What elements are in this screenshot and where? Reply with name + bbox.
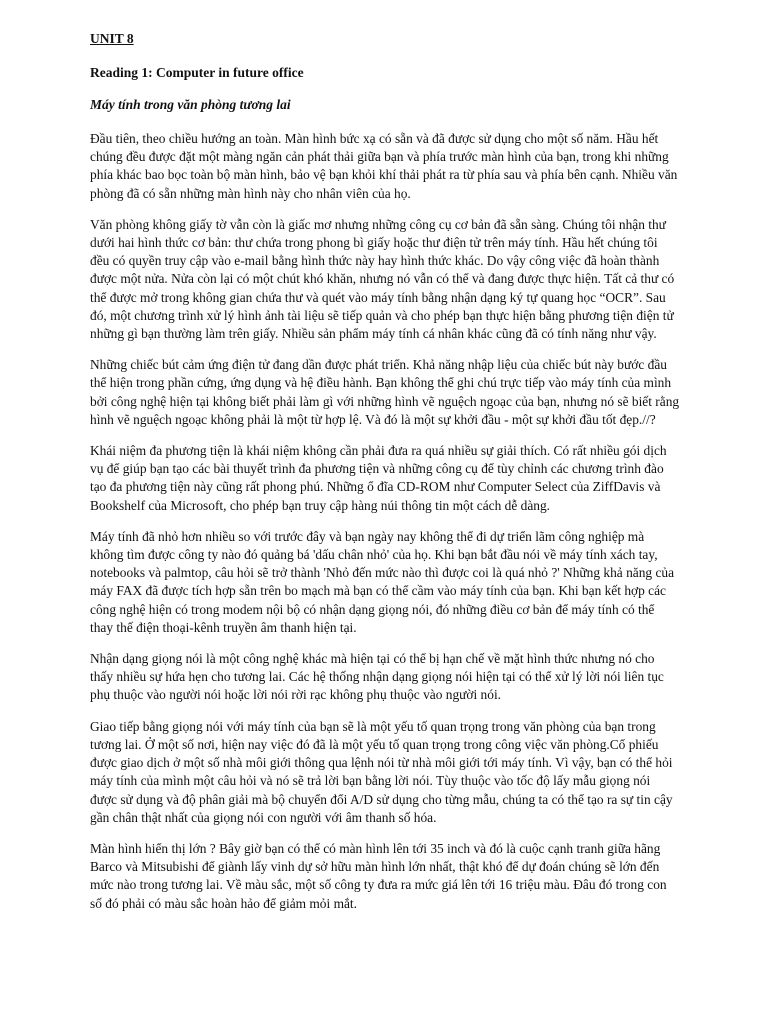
paragraph-speech-recognition: Nhận dạng giọng nói là một công nghệ khác mà hiện tại có thể bị hạn chế về mặt hình thức nhưng nó cho thấy nhiều sự hứa hẹn cho tương lai. Các hệ thống nhận dạng giọng nói hiện tại có thể xử lý lời nói liên tục phụ thuộc vào người nói hoặc lời nói rời rạc không phụ thuộc vào người nói. xyxy=(90,651,664,703)
paragraph-pen-input: Những chiếc bút cảm ứng điện tử đang dần được phát triển. Khả năng nhập liệu của chiếc bút này bước đầu thể hiện trong phần cứng, ứng dụng và hệ điều hành. Bạn không thể ghi chú trực tiếp vào máy tính của mình bởi công nghệ hiện tại không biết phải làm gì với những hình vẽ nguệch ngoạc của bạn, nhưng nó sẽ biết rằng hình vẽ nguệch ngoạc không phải là một từ hợp lệ. Và đó là một sự khởi đầu - một sự khởi đầu tốt đẹp.//? xyxy=(90,357,680,427)
paragraph-safety: Đầu tiên, theo chiều hướng an toàn. Màn hình bức xạ có sẵn và đã được sử dụng cho một số năm. Hầu hết chúng đều được đặt một màng ngăn cản phát thải giữa bạn và phía trước màn hình của bạn, trong khi những phía khác bao bọc toàn bộ màn hình, bảo vệ bạn khỏi khí thải phát ra từ phía sau và phía bên cạnh. Nhiều văn phòng đã có sẵn những màn hình này cho nhân viên của họ. xyxy=(90,131,678,201)
vietnamese-title: Máy tính trong văn phòng tương lai xyxy=(90,97,291,112)
paragraph-voice-communication: Giao tiếp bằng giọng nói với máy tính của bạn sẽ là một yếu tố quan trọng trong văn phòng của bạn trong tương lai. Ở một số nơi, hiện nay việc đó đã là một yếu tố quan trọng trong công việc văn phòng.Cổ phiếu được giao dịch ở một số nhà môi giới thông qua lệnh nói từ nhà môi giới tới máy tính. Vì vậy, bạn có thể hỏi máy tính của mình một câu hỏi và nó sẽ trả lời bạn bằng lời nói. Tùy thuộc vào tốc độ lấy mẫu giọng nói được sử dụng và độ phân giải mà bộ chuyển đổi A/D sử dụng cho từng mẫu, chúng ta có thể tạo ra sự tin cậy gần chân thật nhất của giọng nói con người với âm thanh số hóa. xyxy=(90,718,673,825)
paragraph-multimedia: Khái niệm đa phương tiện là khái niệm không cần phải đưa ra quá nhiều sự giải thích. Có rất nhiều gói dịch vụ để giúp bạn tạo các bài thuyết trình đa phương tiện và những công cụ để tùy chỉnh các chương trình đào tạo đa phương tiện này cũng rất phong phú. Những ổ đĩa CD-ROM như Computer Select của ZiffDavis và Bookshelf của Microsoft, cho phép bạn truy cập hàng núi thông tin một cách dễ dàng. xyxy=(90,443,667,513)
unit-heading: UNIT 8 xyxy=(90,31,134,46)
paragraph-small-computers: Máy tính đã nhỏ hơn nhiều so với trước đây và bạn ngày nay không thể đi dự triển lãm công nghiệp mà không tìm được công ty nào đó quảng bá 'dấu chân nhỏ' của họ. Khi bạn bắt đầu nói về máy tính xách tay, notebooks và palmtop, câu hỏi sẽ trở thành 'Nhỏ đến mức nào thì được coi là quá nhỏ ?' Những khả năng của máy FAX đã được tích hợp sẵn trên bo mạch mà bạn có thể cầm vào máy tính của bạn. Khi bạn kết hợp các công nghệ hiện có trong modem nội bộ có nhận dạng giọng nói, đó những điều cơ bản để máy tính có thể thay thế điện thoại-kênh truyền âm thanh hiện tại. xyxy=(90,528,675,635)
document-page xyxy=(90,30,680,926)
paragraph-paperless-office: Văn phòng không giấy tờ vẫn còn là giấc mơ nhưng những công cụ cơ bản đã sẵn sàng. Chúng tôi nhận thư dưới hai hình thức cơ bản: thư chứa trong phong bì giấy hoặc thư điện tử trên máy tính. Hầu hết chúng tôi đều có quyền truy cập vào e-mail bằng hình thức này hay hình thức khác. Do vậy công việc đã hoàn thành được một nửa. Nửa còn lại có một chút khó khăn, nhưng nó vẫn có thể và đang được thực hiện. Tất cả thư có thể được mở trong không gian chứa thư và quét vào máy tính bằng nhận dạng ký tự quang học “OCR”. Sau đó, một chương trình xử lý hình ảnh tài liệu sẽ tiếp quản và cho phép bạn thực hiện bằng phương tiện điện tử những gì bạn thường làm trên giấy. Nhiều sản phẩm máy tính cá nhân khác cũng đã có tính năng như vậy. xyxy=(90,216,675,342)
paragraph-large-displays: Màn hình hiển thị lớn ? Bây giờ bạn có thể có màn hình lên tới 35 inch và đó là cuộc cạnh tranh giữa hãng Barco và Mitsubishi để giành lấy vinh dự sở hữu màn hình lớn nhất, thật khó để dự đoán chúng sẽ lớn đến mức nào trong tương lai. Về màu sắc, một số công ty đưa ra mức giá lên tới 16 triệu màu. Đâu đó trong con số đó phải có màu sắc hoàn hảo để giảm mỏi mắt. xyxy=(90,840,667,911)
reading-title: Reading 1: Computer in future office xyxy=(90,65,304,80)
